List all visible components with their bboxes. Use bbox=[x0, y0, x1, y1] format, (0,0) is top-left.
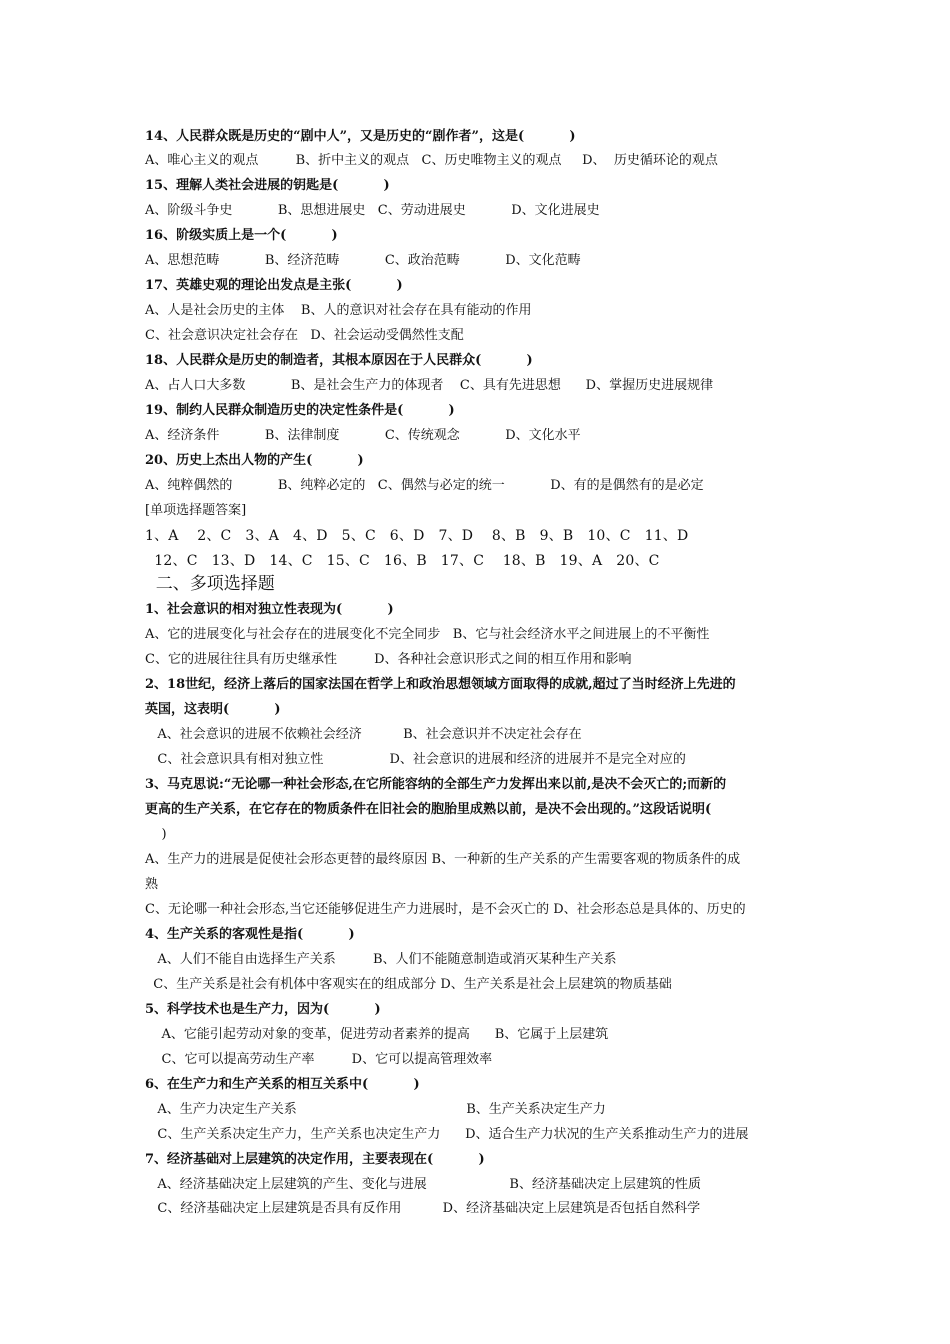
option-text: A、占人口大多数 B、是社会生产力的体现者 C、具有先进思想 D、掌握历史进展规律 bbox=[145, 378, 714, 393]
question-text: 3、马克思说:“无论哪一种社会形态,在它所能容纳的全部生产力发挥出来以前,是决不会灭亡的;而新的 bbox=[145, 777, 727, 792]
answer-key-line: 1、A 2、C 3、A 4、D 5、C 6、D 7、D 8、B 9、B 10、C 11、D bbox=[145, 528, 689, 544]
question-text: 15、理解人类社会进展的钥匙是( ) bbox=[145, 178, 390, 193]
option-text: A、社会意识的进展不依赖社会经济 B、社会意识并不决定社会存在 bbox=[145, 727, 582, 742]
question-text: 7、经济基础对上层建筑的决定作用，主要表现在( ) bbox=[145, 1152, 485, 1167]
question-text: 5、科学技术也是生产力，因为( ) bbox=[145, 1002, 381, 1017]
question-text: 16、阶级实质上是一个( ) bbox=[145, 228, 338, 243]
question-text: 更高的生产关系，在它存在的物质条件在旧社会的胞胎里成熟以前，是决不会出现的。”这段话说明( bbox=[145, 802, 712, 817]
option-text: ) bbox=[145, 827, 167, 842]
question-text: 19、制约人民群众制造历史的决定性条件是( ) bbox=[145, 403, 455, 418]
question-text: 17、英雄史观的理论出发点是主张( ) bbox=[145, 278, 403, 293]
option-text: C、生产关系决定生产力，生产关系也决定生产力 D、适合生产力状况的生产关系推动生产力的进展 bbox=[145, 1127, 749, 1142]
question-text: 2、18世纪，经济上落后的国家法国在哲学上和政治思想领域方面取得的成就,超过了当时经济上先进的 bbox=[145, 677, 736, 692]
answer-key-line: 12、C 13、D 14、C 15、C 16、B 17、C 18、B 19、A 20、C bbox=[145, 553, 660, 569]
section-heading: 二、多项选择题 bbox=[145, 574, 275, 594]
option-text: C、社会意识具有相对独立性 D、社会意识的进展和经济的进展并不是完全对应的 bbox=[145, 752, 686, 767]
option-text: A、生产力的进展是促使社会形态更替的最终原因 B、一种新的生产关系的产生需要客观的物质条件的成 bbox=[145, 852, 741, 867]
option-text: A、思想范畴 B、经济范畴 C、政治范畴 D、文化范畴 bbox=[145, 253, 581, 268]
question-text: 4、生产关系的客观性是指( ) bbox=[145, 927, 355, 942]
option-text: C、它的进展往往具有历史继承性 D、各种社会意识形式之间的相互作用和影响 bbox=[145, 652, 632, 667]
question-text: 1、社会意识的相对独立性表现为( ) bbox=[145, 602, 394, 617]
option-text: A、生产力决定生产关系 B、生产关系决定生产力 bbox=[145, 1102, 606, 1117]
option-text: C、生产关系是社会有机体中客观实在的组成部分 D、生产关系是社会上层建筑的物质基础 bbox=[145, 977, 672, 992]
option-text: A、人们不能自由选择生产关系 B、人们不能随意制造或消灭某种生产关系 bbox=[145, 952, 617, 967]
option-text: C、无论哪一种社会形态,当它还能够促进生产力进展时，是不会灭亡的 D、社会形态总是具体的、历史的 bbox=[145, 902, 746, 917]
question-text: 18、人民群众是历史的制造者，其根本原因在于人民群众( ) bbox=[145, 353, 533, 368]
option-text: A、经济基础决定上层建筑的产生、变化与进展 B、经济基础决定上层建筑的性质 bbox=[145, 1177, 701, 1192]
question-text: 20、历史上杰出人物的产生( ) bbox=[145, 453, 364, 468]
option-text: C、它可以提高劳动生产率 D、它可以提高管理效率 bbox=[145, 1052, 493, 1067]
option-text: A、人是社会历史的主体 B、人的意识对社会存在具有能动的作用 bbox=[145, 303, 532, 318]
option-text: A、阶级斗争史 B、思想进展史 C、劳动进展史 D、文化进展史 bbox=[145, 203, 600, 218]
option-text: [单项选择题答案] bbox=[145, 503, 247, 518]
option-text: A、它的进展变化与社会存在的进展变化不完全同步 B、它与社会经济水平之间进展上的不平衡性 bbox=[145, 627, 710, 642]
option-text: 熟 bbox=[145, 877, 159, 892]
option-text: A、它能引起劳动对象的变革，促进劳动者素养的提高 B、它属于上层建筑 bbox=[145, 1027, 609, 1042]
question-text: 英国，这表明( ) bbox=[145, 702, 281, 717]
option-text: A、纯粹偶然的 B、纯粹必定的 C、偶然与必定的统一 D、有的是偶然有的是必定 bbox=[145, 478, 704, 493]
option-text: A、经济条件 B、法律制度 C、传统观念 D、文化水平 bbox=[145, 428, 581, 443]
option-text: C、经济基础决定上层建筑是否具有反作用 D、经济基础决定上层建筑是否包括自然科学 bbox=[145, 1201, 701, 1216]
question-text: 6、在生产力和生产关系的相互关系中( ) bbox=[145, 1077, 420, 1092]
question-text: 14、人民群众既是历史的“剧中人”，又是历史的“剧作者”，这是( ) bbox=[145, 129, 576, 144]
option-text: C、社会意识决定社会存在 D、社会运动受偶然性支配 bbox=[145, 328, 464, 343]
option-text: A、唯心主义的观点 B、折中主义的观点 C、历史唯物主义的观点 D、 历史循环论的观点 bbox=[145, 153, 718, 168]
